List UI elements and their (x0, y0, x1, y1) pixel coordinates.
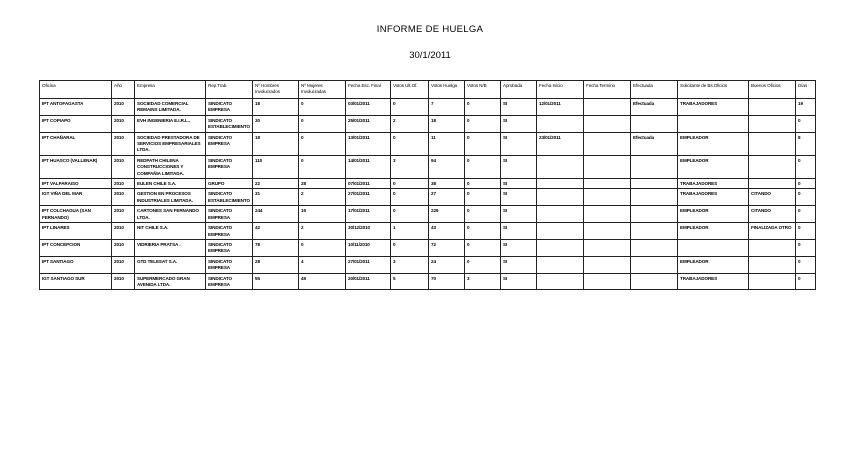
column-header-solicitante: Solicitante de Bs.Oficios (678, 81, 749, 99)
cell-rep-trab: SINDICATO EMPRESA (206, 273, 253, 290)
cell-fecha-termino (584, 206, 631, 223)
column-header-fecha-esc-final: Fecha Esc. Final (346, 81, 391, 99)
column-header-votos-ult-of: Votos Ult.Of. (391, 81, 429, 99)
cell-buenos-oficios: CITANDO (749, 189, 796, 206)
cell-solicitante: TRABAJADORES (678, 273, 749, 290)
cell-votos-huelga: 11 (429, 132, 465, 155)
cell-votos-ult-of: 0 (391, 239, 429, 256)
cell-dias: 0 (796, 179, 816, 189)
cell-solicitante: EMPLEADOR (678, 223, 749, 240)
cell-ano: 2010 (112, 189, 135, 206)
cell-efectuada (631, 189, 678, 206)
cell-efectuada: Efectuada (631, 132, 678, 155)
cell-hombres: 28 (253, 256, 299, 273)
column-header-fecha-inicio: Fecha Inicio (537, 81, 584, 99)
cell-mujeres: 0 (299, 115, 346, 132)
cell-aprobada: SI (501, 273, 537, 290)
cell-dias: 0 (796, 155, 816, 178)
cell-fecha-inicio: 23/01/2011 (537, 132, 584, 155)
cell-fecha-inicio (537, 256, 584, 273)
cell-votos-huelga: 43 (429, 223, 465, 240)
header-row (40, 81, 816, 99)
cell-oficina: IGT VIÑA DEL MAR (40, 189, 112, 206)
cell-hombres: 31 (253, 189, 299, 206)
cell-votos-nb: 0 (465, 115, 501, 132)
cell-aprobada: SI (501, 115, 537, 132)
report-title: INFORME DE HUELGA (376, 24, 484, 35)
cell-votos-ult-of: 3 (391, 155, 429, 178)
cell-oficina: IPT ANTOFAGASTA (40, 99, 112, 116)
cell-empresa: REDPATH CHILENA CONSTRUCCIONES Y COMPAÑIA LIMITADA. (135, 155, 206, 178)
cell-aprobada: SI (501, 256, 537, 273)
column-header-hombres: Nº Hombres Involucrados (253, 81, 299, 99)
cell-votos-nb: 0 (465, 206, 501, 223)
column-header-mujeres: Nº Mujeres Involucradas (299, 81, 346, 99)
cell-solicitante: EMPLEADOR (678, 155, 749, 178)
cell-mujeres: 4 (299, 256, 346, 273)
cell-empresa: EULEN CHILE S.A. (135, 179, 206, 189)
cell-empresa: NIT CHILE S.A. (135, 223, 206, 240)
cell-buenos-oficios (749, 115, 796, 132)
cell-votos-huelga: 38 (429, 179, 465, 189)
cell-mujeres: 0 (299, 132, 346, 155)
cell-fecha-esc-final: 03/01/2011 (346, 99, 391, 116)
cell-rep-trab: SINDICATO ESTABLECIMIENTO (206, 115, 253, 132)
column-header-dias: Días (796, 81, 816, 99)
cell-buenos-oficios (749, 273, 796, 290)
cell-empresa: CARTONES SAN FERNANDO LTDA. (135, 206, 206, 223)
cell-fecha-esc-final: 25/01/2011 (346, 115, 391, 132)
cell-efectuada (631, 179, 678, 189)
cell-buenos-oficios (749, 179, 796, 189)
cell-oficina: IPT CONCEPCION (40, 239, 112, 256)
cell-dias: 8 (796, 132, 816, 155)
cell-ano: 2010 (112, 99, 135, 116)
cell-ano: 2010 (112, 206, 135, 223)
cell-votos-nb: 0 (465, 189, 501, 206)
cell-ano: 2010 (112, 273, 135, 290)
cell-oficina: IPT VALPARAISO (40, 179, 112, 189)
cell-fecha-esc-final: 07/01/2011 (346, 179, 391, 189)
cell-fecha-inicio (537, 115, 584, 132)
cell-dias: 0 (796, 273, 816, 290)
cell-fecha-esc-final: 14/01/2011 (346, 155, 391, 178)
cell-fecha-esc-final: 17/01/2011 (346, 206, 391, 223)
cell-fecha-termino (584, 239, 631, 256)
report-date: 30/1/2011 (409, 50, 451, 61)
cell-aprobada: SI (501, 206, 537, 223)
cell-ano: 2010 (112, 132, 135, 155)
cell-fecha-termino (584, 99, 631, 116)
table-row (40, 155, 816, 178)
cell-buenos-oficios: FINALIZADA OTRO (749, 223, 796, 240)
cell-fecha-inicio (537, 223, 584, 240)
strike-report-table (39, 80, 816, 290)
cell-fecha-esc-final: 13/01/2011 (346, 132, 391, 155)
column-header-efectuada: Efectuada (631, 81, 678, 99)
cell-votos-ult-of: 5 (391, 273, 429, 290)
column-header-rep-trab: Rep.Trab. (206, 81, 253, 99)
cell-rep-trab: SINDICATO EMPRESA (206, 132, 253, 155)
cell-fecha-esc-final: 27/01/2011 (346, 189, 391, 206)
cell-rep-trab: SINDICATO EMPRESA (206, 256, 253, 273)
cell-solicitante: EMPLEADOR (678, 206, 749, 223)
cell-votos-ult-of: 0 (391, 99, 429, 116)
cell-aprobada: SI (501, 132, 537, 155)
cell-votos-ult-of: 0 (391, 206, 429, 223)
column-header-aprobada: Aprobada (501, 81, 537, 99)
cell-ano: 2010 (112, 256, 135, 273)
cell-solicitante (678, 115, 749, 132)
cell-dias: 0 (796, 189, 816, 206)
cell-fecha-termino (584, 189, 631, 206)
cell-efectuada (631, 115, 678, 132)
cell-votos-ult-of: 2 (391, 115, 429, 132)
cell-hombres: 18 (253, 99, 299, 116)
column-header-buenos-oficios: Buenos Oficios (749, 81, 796, 99)
cell-hombres: 42 (253, 223, 299, 240)
cell-aprobada: SI (501, 189, 537, 206)
cell-aprobada: SI (501, 99, 537, 116)
cell-ano: 2010 (112, 155, 135, 178)
cell-dias: 0 (796, 206, 816, 223)
column-header-votos-huelga: Votos Huelga (429, 81, 465, 99)
table-row (40, 206, 816, 223)
cell-oficina: IGT SANTIAGO SUR (40, 273, 112, 290)
cell-fecha-inicio: 12/01/2011 (537, 99, 584, 116)
table-body (40, 99, 816, 290)
cell-votos-huelga: 94 (429, 155, 465, 178)
cell-fecha-termino (584, 115, 631, 132)
cell-empresa: GTD TELESAT S.A. (135, 256, 206, 273)
cell-buenos-oficios: CITANDO (749, 206, 796, 223)
cell-hombres: 30 (253, 115, 299, 132)
cell-rep-trab: SINDICATO EMPRESA (206, 99, 253, 116)
table-row (40, 256, 816, 273)
cell-fecha-termino (584, 273, 631, 290)
cell-oficina: IPT CHAÑARAL (40, 132, 112, 155)
cell-efectuada (631, 223, 678, 240)
cell-solicitante (678, 239, 749, 256)
cell-votos-ult-of: 0 (391, 179, 429, 189)
cell-votos-ult-of: 1 (391, 223, 429, 240)
cell-buenos-oficios (749, 239, 796, 256)
column-header-votos-nb: Votos N/B (465, 81, 501, 99)
cell-efectuada (631, 256, 678, 273)
table-row (40, 223, 816, 240)
cell-fecha-esc-final: 10/11/2010 (346, 239, 391, 256)
cell-fecha-inicio (537, 155, 584, 178)
cell-empresa: VIDRIERIA PRATSA . (135, 239, 206, 256)
cell-hombres: 55 (253, 273, 299, 290)
cell-rep-trab: SINDICATO EMPRESA (206, 206, 253, 223)
cell-solicitante: TRABAJADORES (678, 179, 749, 189)
cell-hombres: 18 (253, 132, 299, 155)
cell-ano: 2010 (112, 115, 135, 132)
cell-fecha-inicio (537, 206, 584, 223)
cell-buenos-oficios (749, 99, 796, 116)
cell-fecha-inicio (537, 189, 584, 206)
cell-votos-huelga: 7 (429, 99, 465, 116)
cell-fecha-termino (584, 132, 631, 155)
cell-ano: 2010 (112, 223, 135, 240)
column-header-empresa: Empresa (135, 81, 206, 99)
cell-efectuada (631, 273, 678, 290)
cell-rep-trab: SINDICATO EMPRESA (206, 223, 253, 240)
cell-votos-huelga: 70 (429, 273, 465, 290)
table-row (40, 115, 816, 132)
cell-votos-nb: 0 (465, 223, 501, 240)
cell-dias: 0 (796, 223, 816, 240)
cell-aprobada: SI (501, 239, 537, 256)
table-row (40, 179, 816, 189)
cell-empresa: SOCIEDAD COMERCIAL REMAINS LIMITADA. (135, 99, 206, 116)
column-header-fecha-termino: Fecha Termino (584, 81, 631, 99)
table-row (40, 132, 816, 155)
cell-votos-huelga: 72 (429, 239, 465, 256)
cell-buenos-oficios (749, 256, 796, 273)
cell-empresa: SUPERMERCADO GRAN AVENIDA LTDA. (135, 273, 206, 290)
cell-aprobada: SI (501, 223, 537, 240)
cell-fecha-inicio (537, 239, 584, 256)
cell-mujeres: 28 (299, 179, 346, 189)
cell-hombres: 22 (253, 179, 299, 189)
cell-rep-trab: SINDICATO EMPRESA (206, 239, 253, 256)
cell-aprobada: SI (501, 155, 537, 178)
cell-votos-nb: 0 (465, 256, 501, 273)
cell-votos-ult-of: 3 (391, 256, 429, 273)
cell-rep-trab: SINDICATO ESTABLECIMIENTO (206, 189, 253, 206)
cell-hombres: 244 (253, 206, 299, 223)
cell-fecha-termino (584, 223, 631, 240)
cell-oficina: IPT SANTIAGO (40, 256, 112, 273)
cell-ano: 2010 (112, 239, 135, 256)
cell-fecha-termino (584, 179, 631, 189)
cell-votos-nb: 0 (465, 155, 501, 178)
cell-oficina: IPT HUASCO (VALLENAR) (40, 155, 112, 178)
cell-rep-trab: GRUPO (206, 179, 253, 189)
cell-fecha-termino (584, 155, 631, 178)
cell-dias: 0 (796, 239, 816, 256)
cell-fecha-inicio (537, 273, 584, 290)
cell-solicitante: EMPLEADOR (678, 256, 749, 273)
cell-mujeres: 15 (299, 206, 346, 223)
cell-mujeres: 0 (299, 239, 346, 256)
table-row (40, 189, 816, 206)
cell-dias: 0 (796, 115, 816, 132)
cell-hombres: 78 (253, 239, 299, 256)
cell-fecha-esc-final: 30/12/2010 (346, 223, 391, 240)
cell-votos-huelga: 229 (429, 206, 465, 223)
cell-oficina: IPT LINARES (40, 223, 112, 240)
cell-votos-nb: 0 (465, 99, 501, 116)
cell-solicitante: TRABAJADORES (678, 189, 749, 206)
cell-mujeres: 2 (299, 189, 346, 206)
cell-oficina: IPT COLCHAGUA (SAN FERNANDO) (40, 206, 112, 223)
cell-efectuada (631, 206, 678, 223)
cell-votos-ult-of: 0 (391, 132, 429, 155)
cell-efectuada (631, 155, 678, 178)
cell-mujeres: 2 (299, 223, 346, 240)
cell-empresa: GESTION EN PROCESOS INDUSTRIALES LIMITADA. (135, 189, 206, 206)
cell-mujeres: 0 (299, 155, 346, 178)
cell-votos-nb: 0 (465, 179, 501, 189)
cell-fecha-inicio (537, 179, 584, 189)
cell-fecha-esc-final: 20/01/2011 (346, 273, 391, 290)
cell-rep-trab: SINDICATO EMPRESA (206, 155, 253, 178)
cell-hombres: 110 (253, 155, 299, 178)
cell-mujeres: 0 (299, 99, 346, 116)
cell-efectuada: Efectuada (631, 99, 678, 116)
cell-oficina: IPT COPIAPO (40, 115, 112, 132)
column-header-oficina: Oficina (40, 81, 112, 99)
cell-mujeres: 49 (299, 273, 346, 290)
table-row (40, 99, 816, 116)
cell-buenos-oficios (749, 155, 796, 178)
cell-dias: 19 (796, 99, 816, 116)
cell-votos-ult-of: 0 (391, 189, 429, 206)
cell-aprobada: SI (501, 179, 537, 189)
cell-efectuada (631, 239, 678, 256)
cell-votos-huelga: 27 (429, 189, 465, 206)
cell-buenos-oficios (749, 132, 796, 155)
cell-fecha-esc-final: 27/01/2011 (346, 256, 391, 273)
cell-votos-huelga: 24 (429, 256, 465, 273)
cell-solicitante: TRABAJADORES (678, 99, 749, 116)
table-row (40, 273, 816, 290)
column-header-ano: Año (112, 81, 135, 99)
cell-votos-nb: 3 (465, 273, 501, 290)
cell-empresa: EVH INGENIERIA E.I.R.L.. (135, 115, 206, 132)
table-row (40, 239, 816, 256)
cell-ano: 2010 (112, 179, 135, 189)
cell-fecha-termino (584, 256, 631, 273)
cell-votos-huelga: 18 (429, 115, 465, 132)
cell-votos-nb: 0 (465, 239, 501, 256)
cell-empresa: SOCIEDAD PRESTADORA DE SERVICIOS EMPRESARIALES LTDA. (135, 132, 206, 155)
cell-dias: 0 (796, 256, 816, 273)
cell-solicitante: EMPLEADOR (678, 132, 749, 155)
cell-votos-nb: 0 (465, 132, 501, 155)
